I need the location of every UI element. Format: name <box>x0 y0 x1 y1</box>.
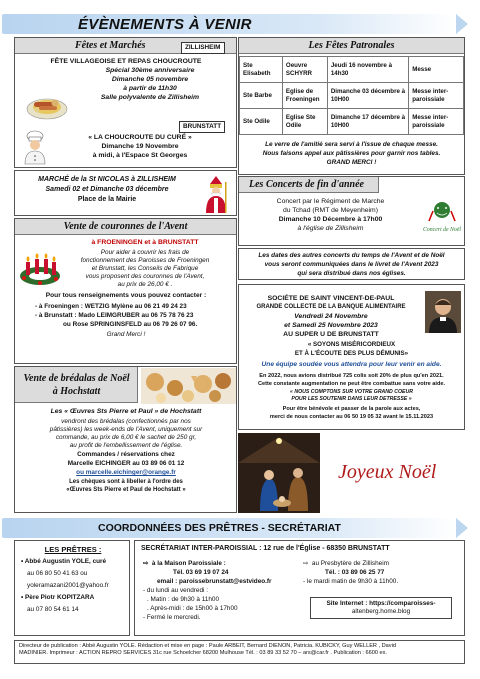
table-row <box>240 109 464 135</box>
tag-brunstatt: BRUNSTATT <box>179 121 225 133</box>
coord-title: COORDONNÉES DES PRÊTRES - SECRÉTARIAT <box>98 522 341 534</box>
table-cell: Eglise Ste Odile <box>282 109 327 135</box>
saint-vincent-portrait-icon <box>425 291 461 333</box>
couronnes-p1: Pour aider à couvrir les frais de <box>100 249 190 256</box>
pretre1-email[interactable]: yoleramazani2001@yahoo.fr <box>27 582 109 589</box>
svp-l6: « SOYONS MISÉRICORDIEUX <box>307 341 396 348</box>
concerts-header: Les Concerts de fin d'année <box>249 179 364 190</box>
chef-icon <box>21 130 49 166</box>
svp-l14: merci de nous contacter au 06 50 19 05 32 avant le 15.11.2023 <box>269 414 434 420</box>
concerts-note2: vous seront communiquées dans le livret de l'Avent 2023 <box>264 261 439 268</box>
site-internet-line2: altenberg.home.blog <box>351 607 411 615</box>
bredalas-l9: Les chèques sont à libeller à l'ordre des <box>69 479 183 485</box>
bredalas-l3: pâtissières) les week-ends de l'Avent, uniquement sur <box>49 426 203 433</box>
footer-credits <box>14 640 465 664</box>
saint-nicolas-icon <box>201 174 231 214</box>
fete-place: Salle polyvalente de Zillisheim <box>100 94 200 101</box>
pretre1-name: • Abbé Augustin YOLE, curé <box>21 558 107 565</box>
fetes-marches-header: Fêtes et Marchés <box>15 38 236 54</box>
table-cell: Ste Elisabeth <box>240 57 283 83</box>
couronnes-p4: vous proposent des couronnes de l'Avent, <box>85 273 205 280</box>
patronales-note1: Le verre de l'amitié sera servi à l'issue de chaque messe. <box>265 141 438 148</box>
table-cell: Ste Barbe <box>240 83 283 109</box>
table-cell: Dimanche 17 décembre à 10H00 <box>327 109 408 135</box>
table-row <box>240 57 464 83</box>
site-internet-box[interactable] <box>310 597 452 619</box>
fete-date: Dimanche 05 novembre <box>111 76 189 83</box>
site-internet-line1: Site Internet : https://comparoisses- <box>326 600 436 607</box>
marche-nicolas-title: MARCHÉ de la St NICOLAS à ZILLISHEIM <box>38 176 176 183</box>
svp-l2: GRANDE COLLECTE DE LA BANQUE ALIMENTAIRE <box>256 304 406 310</box>
fete-villageoise-title: FÊTE VILLAGEOISE ET REPAS CHOUCROUTE <box>50 58 202 65</box>
svp-l12: POUR LES SOUTENIR DANS LEUR DETRESSE » <box>291 396 412 402</box>
concerts-l4: à l'église de Zillisheim <box>297 225 364 232</box>
couronnes-p5: au prix de 26,00 € . <box>117 281 173 288</box>
page-title: ÉVÈNEMENTS À VENIR <box>78 16 252 33</box>
cookies-icon <box>141 368 236 404</box>
svp-l1: SOCIÉTE DE SAINT VINCENT-DE-PAUL <box>267 295 395 302</box>
choucroute-plate-icon <box>25 85 69 121</box>
svp-l8: Une équipe soudée vous attendra pour leur venir en aide. <box>261 361 442 368</box>
couronnes-p2: fonctionnement des Paroisses de Froeningen <box>80 257 210 264</box>
nativity-image <box>238 433 320 513</box>
concert-noel-logo: Concert de Noël <box>423 227 461 233</box>
bredalas-email-link[interactable]: ou marcelle.eichinger@orange.fr <box>76 469 176 476</box>
maison-closed: - Fermé le mercredi. <box>143 614 201 621</box>
patronales-note3: GRAND MERCI ! <box>326 159 377 166</box>
concerts-note-box <box>238 248 465 280</box>
coord-banner-arrow <box>456 518 468 538</box>
secretariat-title: SECRÉTARIAT INTER-PAROISSIAL : 12 rue de l'Église - 68350 BRUNSTATT <box>141 545 390 552</box>
patronales-table <box>239 56 464 135</box>
couronnes-location: à FROENINGEN et à BRUNSTATT <box>91 239 199 246</box>
presbytere-tel: Tél. : 03 89 06 25 77 <box>325 569 385 576</box>
maison-tel: Tél. 03 69 19 07 24 <box>173 569 229 576</box>
svp-l4: et Samedi 25 Novembre 2023 <box>284 322 378 329</box>
svp-l11: « NOUS COMPTONS SUR VOTRE GRAND COEUR <box>290 389 413 395</box>
pretre2-name: • Père Piotr KOPITZARA <box>21 594 95 601</box>
couronnes-header: Vente de couronnes de l'Avent <box>15 219 236 235</box>
maison-hours-morning: . Matin : de 9h30 à 11h00 <box>147 596 220 603</box>
marche-nicolas-date: Samedi 02 et Dimanche 03 décembre <box>45 186 169 193</box>
maison-email[interactable]: email : paroissebrunstatt@estvideo.fr <box>157 578 272 585</box>
maison-hours-intro: - du lundi au vendredi : <box>143 587 209 594</box>
table-cell: Eglise de Froeningen <box>282 83 327 109</box>
concerts-l3: Dimanche 10 Décembre à 17h00 <box>278 216 383 223</box>
marche-nicolas-box <box>14 170 237 216</box>
marche-nicolas-place: Place de la Mairie <box>77 196 137 203</box>
couronnes-contact-intro: Pour tous renseignements vous pouvez contacter : <box>45 292 207 299</box>
choucroute-cure-place: à midi, à l'Espace St Georges <box>92 152 188 159</box>
svp-l13: Pour être bénévole et passer de la parole aux actes, <box>282 406 421 412</box>
svp-l5: AU SUPER U DE BRUNSTATT <box>283 331 379 338</box>
bredalas-l10: «Œuvres Sts Pierre et Paul de Hochstatt » <box>66 487 186 493</box>
couronnes-box <box>14 218 237 364</box>
table-cell: Messe inter-paroissiale <box>409 83 464 109</box>
bredalas-l4: commande, au prix de 6,00 € le sachet de 250 gr, <box>55 434 197 441</box>
pretre2-phone: au 07 80 54 61 14 <box>27 606 79 613</box>
joyeux-noel-text: Joyeux Noël <box>338 461 437 483</box>
table-cell: Oeuvre SCHYRR <box>282 57 327 83</box>
fete-anniversaire: Spécial 30ème anniversaire <box>105 67 195 74</box>
svp-l3: Vendredi 24 Novembre <box>294 313 368 320</box>
choucroute-cure-title: « LA CHOUCROUTE DU CURÉ » <box>88 134 192 141</box>
table-cell: Messe <box>409 57 464 83</box>
patronales-note2: Nous faisons appel aux pâtissières pour garnir nos tables. <box>262 150 441 157</box>
tag-zillisheim: ZILLISHEIM <box>181 42 225 54</box>
svp-l10: Cette constante augmentation ne peut être combattue sans votre aide. <box>257 381 446 387</box>
concerts-l2: du Tchad (RMT de Meyenheim) <box>283 207 378 214</box>
fete-hour: à partir de 11h30 <box>123 85 177 92</box>
patronales-header: Les Fêtes Patronales <box>239 38 464 54</box>
svp-l7: ET À L'ÉCOUTE DES PLUS DÉMUNIS» <box>294 350 409 357</box>
couronnes-p3: et Brunstatt, les Conseils de Fabrique <box>91 265 199 272</box>
bredalas-header-line1: Vente de brédalas de Noël <box>23 373 130 384</box>
title-banner-arrow <box>456 14 468 34</box>
bredalas-header-line2: à Hochstatt <box>52 386 101 397</box>
concerts-box <box>238 176 465 246</box>
pretre1-phone: au 06 80 50 41 63 ou <box>27 570 88 577</box>
concerts-note1: Les dates des autres concerts du temps de l'Avent et de Noël <box>258 252 445 259</box>
bredalas-l2: vendront des brédalas (confectionnés par nos <box>61 418 191 425</box>
footer-line2: MADINIER. Imprimeur : ACTION REPRO SERVICES 31c rue Schoelcher 68200 Mulhouse Tél. : 03 89 33 52 70 – ars@car.fr . Publication : 6600 ex. <box>19 649 387 656</box>
bredalas-l5: au profit de l'embellissement de l'église. <box>69 442 183 449</box>
presbytere-hours: - le mardi matin de 9h30 à 11h00. <box>303 578 399 585</box>
fetes-marches-box <box>14 37 237 168</box>
bredalas-l6: Commandes / réservations chez <box>77 451 175 458</box>
couronnes-contact-froeningen: - à Froeningen : WETZIG Mylène au 06 21 49 24 23 <box>35 303 187 310</box>
patronales-box <box>238 37 465 175</box>
table-cell: Jeudi 16 novembre à 14h30 <box>327 57 408 83</box>
bredalas-l7: Marcelle EICHINGER au 03 89 06 01 12 <box>67 460 185 467</box>
footer-line1: Directeur de publication : Abbé Augustin YOLE. Rédaction et mise en page : Paule ARBEIT, Bernard DIENON, Patricia. KUBICKY, Guy WELLER , David <box>19 643 396 649</box>
bredalas-l1: Les « Œuvres Sts Pierre et Paul » de Hochstatt <box>50 408 202 415</box>
table-cell: Dimanche 03 décembre à 10H00 <box>327 83 408 109</box>
table-cell: Ste Odile <box>240 109 283 135</box>
table-row <box>240 83 464 109</box>
bredalas-box <box>14 366 237 513</box>
couronnes-contact-brunstatt: - à Brunstatt : Mado LEIMGRUBER au 06 75 78 76 23 <box>35 312 194 319</box>
secretariat-box <box>134 540 465 636</box>
pretres-box <box>14 540 130 636</box>
svp-box <box>238 284 465 430</box>
couronnes-contact-rose: ou Rose SPRINGINSFELD au 06 79 26 07 96. <box>63 321 198 328</box>
maison-hours-afternoon: . Après-midi : de 15h00 à 17h00 <box>147 605 238 612</box>
pretres-title: LES PRÊTRES : <box>44 545 102 554</box>
choucroute-cure-date: Dimanche 19 Novembre <box>101 143 179 150</box>
presbytere-zillisheim: ⇨ au Presbytère de Zillisheim <box>303 560 389 567</box>
concerts-note3: qui sera distribué dans nos églises. <box>297 270 406 277</box>
couronnes-merci: Grand Merci ! <box>106 331 146 338</box>
svp-l9: En 2022, nous avions distribué 725 colis soit 20% de plus qu'en 2021. <box>259 373 444 379</box>
maison-paroissiale: ⇨ à la Maison Paroissiale : <box>143 560 226 567</box>
table-cell: Messe inter-paroissiale <box>409 109 464 135</box>
concerts-l1: Concert par le Régiment de Marche <box>276 198 385 205</box>
